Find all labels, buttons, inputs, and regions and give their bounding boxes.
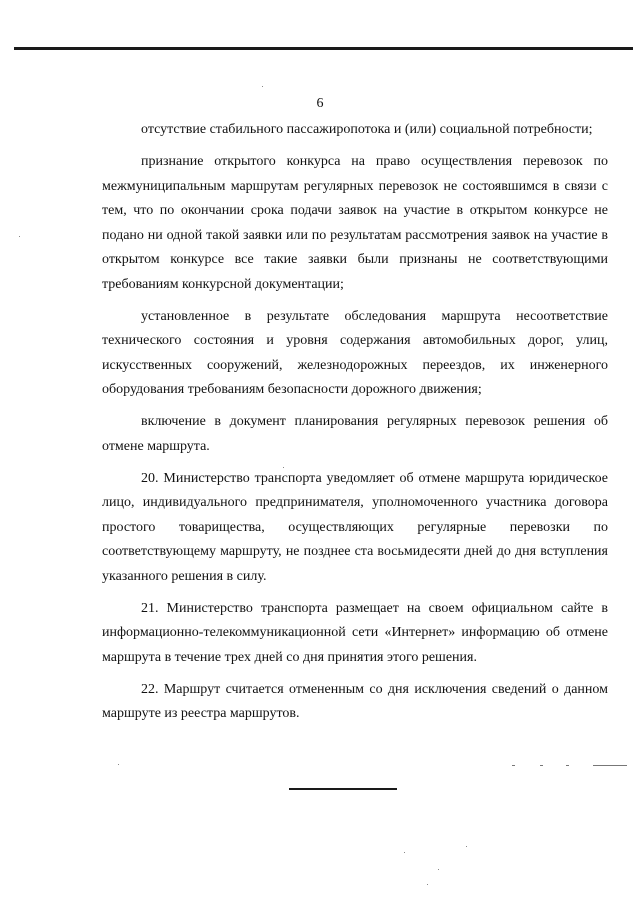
clause-21: 21. Министерство транспорта размещает на своем официальном сайте в информационно-телекоммуникационной сети «Интернет» информацию об отмене маршрута в течение трех дней со дня принятия этого решения. — [102, 600, 608, 665]
paragraph-tender-failed: признание открытого конкурса на право осуществления перевозок по межмуниципальным маршрутам регулярных перевозок не состоявшимся в связи с тем, что по окончании срока подачи заявок на участие в открытом конкурсе не подано ни одной такой заявки или по результатам рассмотрения заявок на участие в открытом конкурсе все такие заявки были признаны не соответствующими требованиям конкурсной документации; — [102, 154, 608, 292]
clause-22: 22. Маршрут считается отмененным со дня исключения сведений о данном маршруте из реестра маршрутов. — [102, 681, 608, 721]
scan-artifact — [466, 846, 467, 847]
scan-artifact — [512, 765, 515, 766]
scan-artifact — [262, 86, 263, 87]
scan-artifact — [283, 467, 284, 468]
scan-artifact — [427, 884, 428, 885]
scan-artifact — [19, 236, 20, 237]
clause-20: 20. Министерство транспорта уведомляет об отмене маршрута юридическое лицо, индивидуального предпринимателя, уполномоченного участника договора простого товарищества, осуществляющих регулярные перевозки по соответствующему маршруту, не позднее ста восьмидесяти дней до дня вступления указанного решения в силу. — [102, 470, 608, 584]
scan-artifact — [404, 852, 405, 853]
page-number: 6 — [316, 96, 324, 111]
header-rule — [14, 47, 633, 50]
scan-artifact — [438, 869, 439, 870]
document-body — [102, 118, 608, 734]
scan-artifact — [566, 765, 569, 766]
scan-artifact — [540, 765, 543, 766]
paragraph-planning-document: включение в документ планирования регулярных перевозок решения об отмене маршрута. — [102, 414, 608, 454]
scan-artifact — [593, 765, 627, 766]
paragraph-passenger-flow: отсутствие стабильного пассажиропотока и (или) социальной потребности; — [141, 122, 593, 137]
paragraph-road-condition: установленное в результате обследования маршрута несоответствие технического состояния и уровня содержания автомобильных дорог, улиц, искусственных сооружений, железнодорожных переездов, их инженерного оборудования требованиям безопасности дорожного движения; — [102, 308, 608, 397]
closing-rule — [289, 788, 397, 790]
scan-artifact — [118, 764, 119, 765]
